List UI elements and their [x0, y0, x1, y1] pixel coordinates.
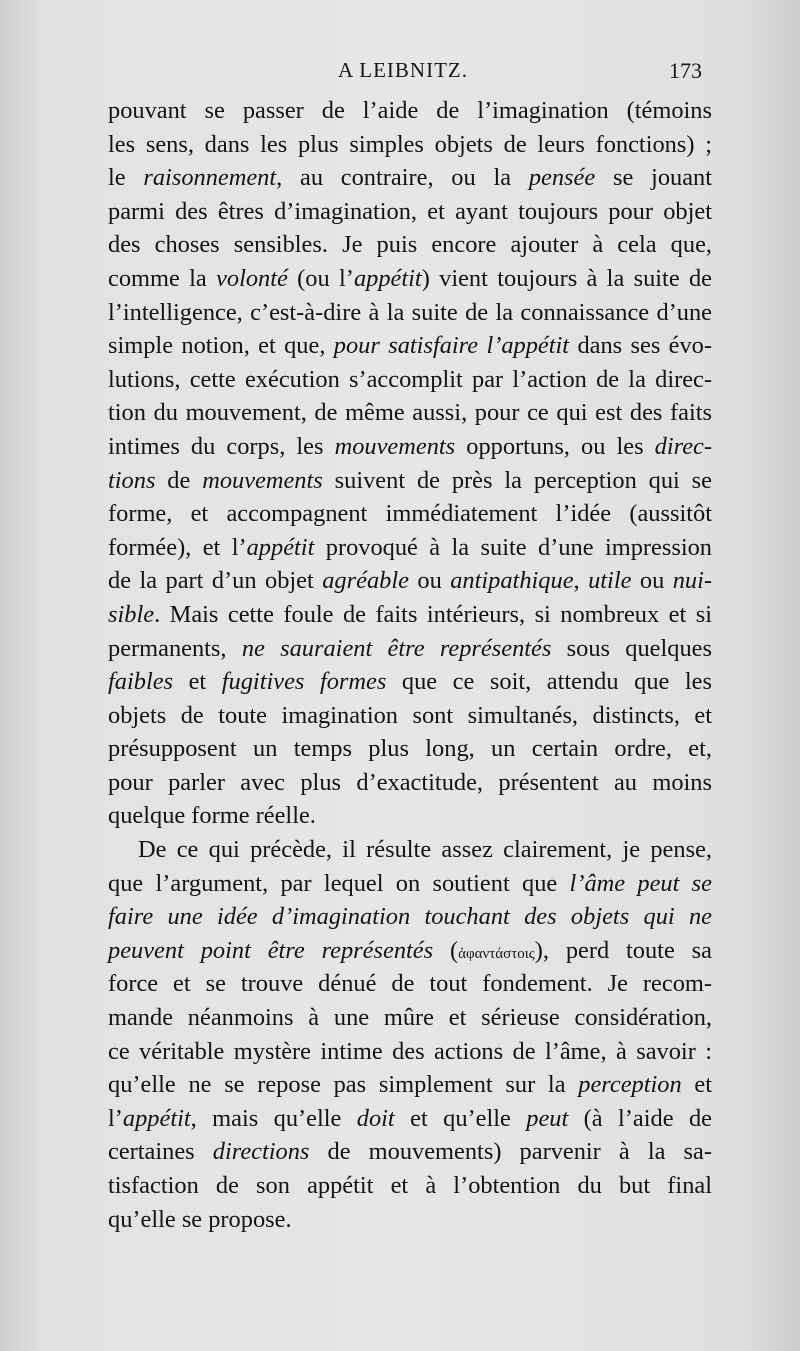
text-line: de la part d’un objet agréable ou antipathique, utile ou nui- — [108, 567, 713, 595]
italic-phrase: appétit — [353, 264, 422, 292]
text-line: parmi des êtres d’imagination, et ayant toujours pour objet — [108, 197, 712, 225]
italic-phrase: appétit — [246, 533, 315, 561]
italic-phrase: l’âme peut se — [569, 869, 712, 897]
text-line: peuvent point être représentés (ἀφαντάστοις), perd toute sa — [108, 936, 712, 964]
text-line: certaines directions de mouvements) parvenir à la sa- — [108, 1138, 712, 1166]
text-line: intimes du corps, les mouvements opportuns, ou les direc- — [108, 432, 712, 460]
italic-phrase: raisonnement — [143, 164, 277, 192]
text-line: forme, et accompagnent immédiatement l’idée (aussitôt — [108, 500, 712, 528]
italic-phrase: pensée — [528, 164, 596, 192]
text-line: force et se trouve dénué de tout fondement. Je recom- — [108, 970, 712, 998]
text-line: ce véritable mystère intime des actions de l’âme, à savoir : — [108, 1037, 712, 1065]
italic-phrase: volonté — [216, 264, 288, 292]
text-line: objets de toute imagination sont simultanés, distincts, et — [108, 701, 712, 729]
running-head: A LEIBNITZ. — [338, 58, 468, 82]
text-line: comme la volonté (ou l’appétit) vient toujours à la suite de — [108, 264, 713, 292]
text-line: faibles et fugitives formes que ce soit, attendu que les — [108, 668, 712, 696]
italic-phrase: appétit — [122, 1104, 191, 1132]
text-line: permanents, ne sauraient être représentés sous quelques — [108, 634, 712, 662]
italic-phrase: doit — [356, 1104, 395, 1132]
text-line: simple notion, et que, pour satisfaire l’appétit dans ses évo- — [108, 332, 712, 360]
italic-phrase: utile — [588, 567, 632, 595]
text-line: mande néanmoins à une mûre et sérieuse considération, — [108, 1004, 712, 1032]
italic-phrase: mouvements — [202, 466, 323, 494]
italic-phrase: fugitives formes — [221, 668, 387, 696]
italic-phrase: pour satisfaire l’appétit — [333, 332, 570, 360]
text-line: pouvant se passer de l’aide de l’imagination (témoins — [108, 97, 712, 124]
italic-phrase: direc- — [654, 432, 712, 460]
italic-phrase: antipathique — [450, 567, 574, 595]
text-line: que l’argument, par lequel on soutient que l’âme peut se — [108, 869, 712, 897]
italic-phrase: faire une idée d’imagination touchant des objets qui ne — [108, 903, 712, 931]
text-line: qu’elle se propose. — [108, 1205, 292, 1233]
text-line: pour parler avec plus d’exactitude, présentent au moins — [108, 768, 712, 796]
text-line: les sens, dans les plus simples objets de leurs fonctions) ; — [108, 130, 712, 158]
text-line: tions de mouvements suivent de près la perception qui se — [108, 466, 712, 494]
text-line: formée), et l’appétit provoqué à la suite d’une impression — [108, 533, 712, 561]
text-line: présupposent un temps plus long, un certain ordre, et, — [108, 735, 712, 763]
text-line — [108, 900, 712, 934]
text-line: le raisonnement, au contraire, ou la pensée se jouant — [108, 164, 713, 192]
page-header — [108, 58, 708, 90]
italic-phrase: nui- — [672, 567, 713, 595]
greek-word: ἀφαντάστοις — [458, 945, 535, 962]
italic-phrase: ne sauraient être représentés — [241, 634, 552, 662]
italic-phrase: sible — [108, 600, 155, 628]
italic-phrase: directions — [212, 1138, 310, 1166]
text-line: lutions, cette exécution s’accomplit par l’action de la direc- — [108, 365, 712, 393]
italic-phrase: perception — [578, 1071, 682, 1099]
italic-phrase: peut — [526, 1104, 569, 1132]
italic-phrase: peuvent point être représentés — [108, 936, 434, 964]
text-line: sible. Mais cette foule de faits intérieurs, si nombreux et si — [108, 600, 712, 628]
page-number: 173 — [669, 58, 702, 83]
text-line: tion du mouvement, de même aussi, pour ce qui est des faits — [108, 399, 712, 427]
text-line: l’intelligence, c’est-à-dire à la suite de la connaissance d’une — [108, 298, 712, 326]
italic-phrase: tions — [108, 466, 156, 494]
text-line: des choses sensibles. Je puis encore ajouter à cela que, — [108, 231, 712, 259]
text-line: l’appétit, mais qu’elle doit et qu’elle peut (à l’aide de — [108, 1104, 712, 1132]
text-line: qu’elle ne se repose pas simplement sur la perception et — [108, 1071, 713, 1099]
italic-phrase: agréable — [322, 567, 409, 595]
body-text — [108, 94, 712, 1236]
italic-phrase: mouvements — [334, 432, 456, 460]
italic-phrase: faibles — [108, 668, 174, 696]
text-line: tisfaction de son appétit et à l’obtention du but final — [108, 1172, 712, 1199]
text-line: De ce qui précède, il résulte assez clairement, je pense, — [138, 836, 712, 864]
text-line: quelque forme réelle. — [108, 802, 316, 830]
